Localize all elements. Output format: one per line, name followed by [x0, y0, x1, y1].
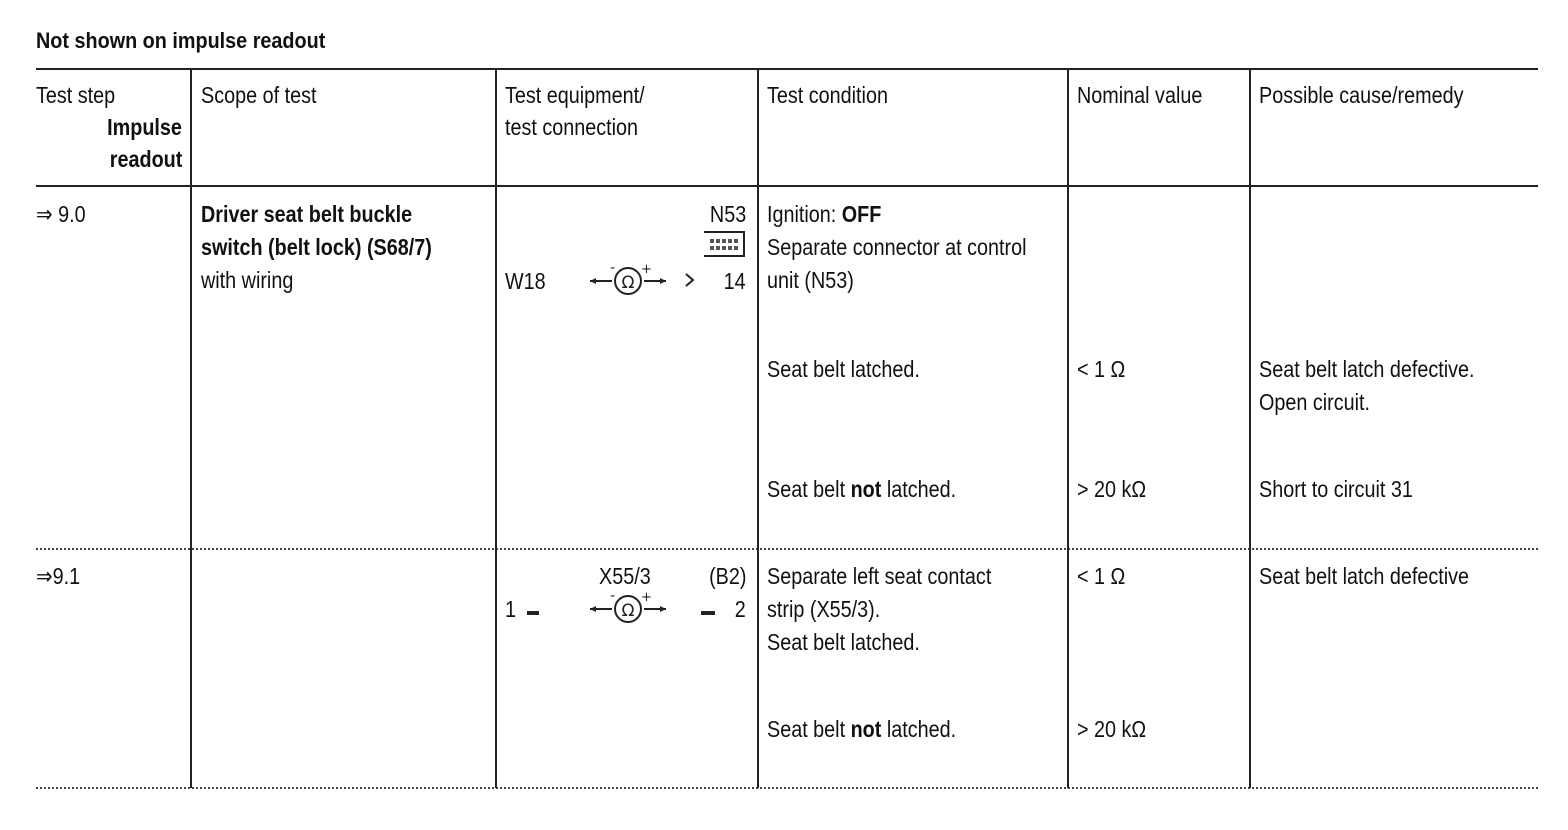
- component-label: (B2): [708, 563, 746, 589]
- connector-icon: [700, 229, 748, 259]
- pin-marker: [701, 611, 715, 615]
- cause-line: Seat belt latch defective: [1259, 563, 1470, 589]
- scope-title-line2: switch (belt lock) (S68/7): [201, 234, 432, 260]
- column-divider: [190, 68, 192, 788]
- cause-line: Short to circuit 31: [1259, 476, 1413, 502]
- condition-line: unit (N53): [767, 267, 854, 293]
- header-condition: Test condition: [767, 82, 888, 108]
- table-top-border: [36, 68, 1538, 70]
- column-divider: [495, 68, 497, 788]
- pin-marker: [527, 611, 539, 615]
- plug-icon: [684, 272, 696, 288]
- nominal-value: > 20 kΩ: [1077, 476, 1147, 502]
- step-number: ⇒ 9.0: [36, 201, 86, 227]
- nominal-value: < 1 Ω: [1077, 356, 1126, 382]
- column-divider: [1249, 68, 1251, 788]
- connector-label: N53: [709, 201, 746, 227]
- cause-line: Seat belt latch defective.: [1259, 356, 1475, 382]
- condition-line: Seat belt latched.: [767, 356, 920, 382]
- pin-number: 14: [723, 268, 746, 294]
- column-divider: [1067, 68, 1069, 788]
- cause-line: Open circuit.: [1259, 389, 1371, 415]
- header-impulse-label: Impulse: [107, 114, 182, 140]
- table-bottom-border: [36, 787, 1538, 789]
- table-caption: Not shown on impulse readout: [36, 28, 326, 53]
- step-number: ⇒9.1: [36, 563, 81, 589]
- ohm-symbol: Ω: [621, 601, 635, 621]
- condition-line: Seat belt latched.: [767, 629, 920, 655]
- pin-number: 2: [734, 596, 746, 622]
- header-nominal: Nominal value: [1077, 82, 1203, 108]
- svg-text:+: +: [641, 262, 652, 277]
- scope-subtitle: with wiring: [201, 267, 294, 293]
- condition-line: strip (X55/3).: [767, 596, 881, 622]
- header-test-step-label: Test step: [36, 82, 116, 108]
- header-equipment-line1: Test equipment/: [505, 82, 645, 108]
- svg-text:-: -: [610, 590, 616, 604]
- header-cause: Possible cause/remedy: [1259, 82, 1464, 108]
- header-bottom-border: [36, 185, 1538, 187]
- header-readout-label: readout: [109, 146, 182, 172]
- svg-text:+: +: [641, 590, 652, 605]
- scope-title-line1: Driver seat belt buckle: [201, 201, 413, 227]
- nominal-value: > 20 kΩ: [1077, 716, 1147, 742]
- ground-label: W18: [505, 268, 546, 294]
- column-divider: [757, 68, 759, 788]
- svg-text:-: -: [610, 262, 616, 276]
- ohmmeter-icon: [588, 590, 668, 624]
- condition-line: Seat belt not latched.: [767, 476, 957, 502]
- condition-line: Separate connector at control: [767, 234, 1027, 260]
- condition-line: Seat belt not latched.: [767, 716, 957, 742]
- condition-line: Ignition: OFF: [767, 201, 882, 227]
- connector-label: X55/3: [599, 563, 651, 589]
- row-divider: [36, 548, 1538, 550]
- pin-number: 1: [505, 596, 517, 622]
- ohm-symbol: Ω: [621, 273, 635, 293]
- ohmmeter-icon: [588, 262, 668, 296]
- condition-line: Separate left seat contact: [767, 563, 992, 589]
- header-equipment-line2: test connection: [505, 114, 639, 140]
- nominal-value: < 1 Ω: [1077, 563, 1126, 589]
- header-scope: Scope of test: [201, 82, 317, 108]
